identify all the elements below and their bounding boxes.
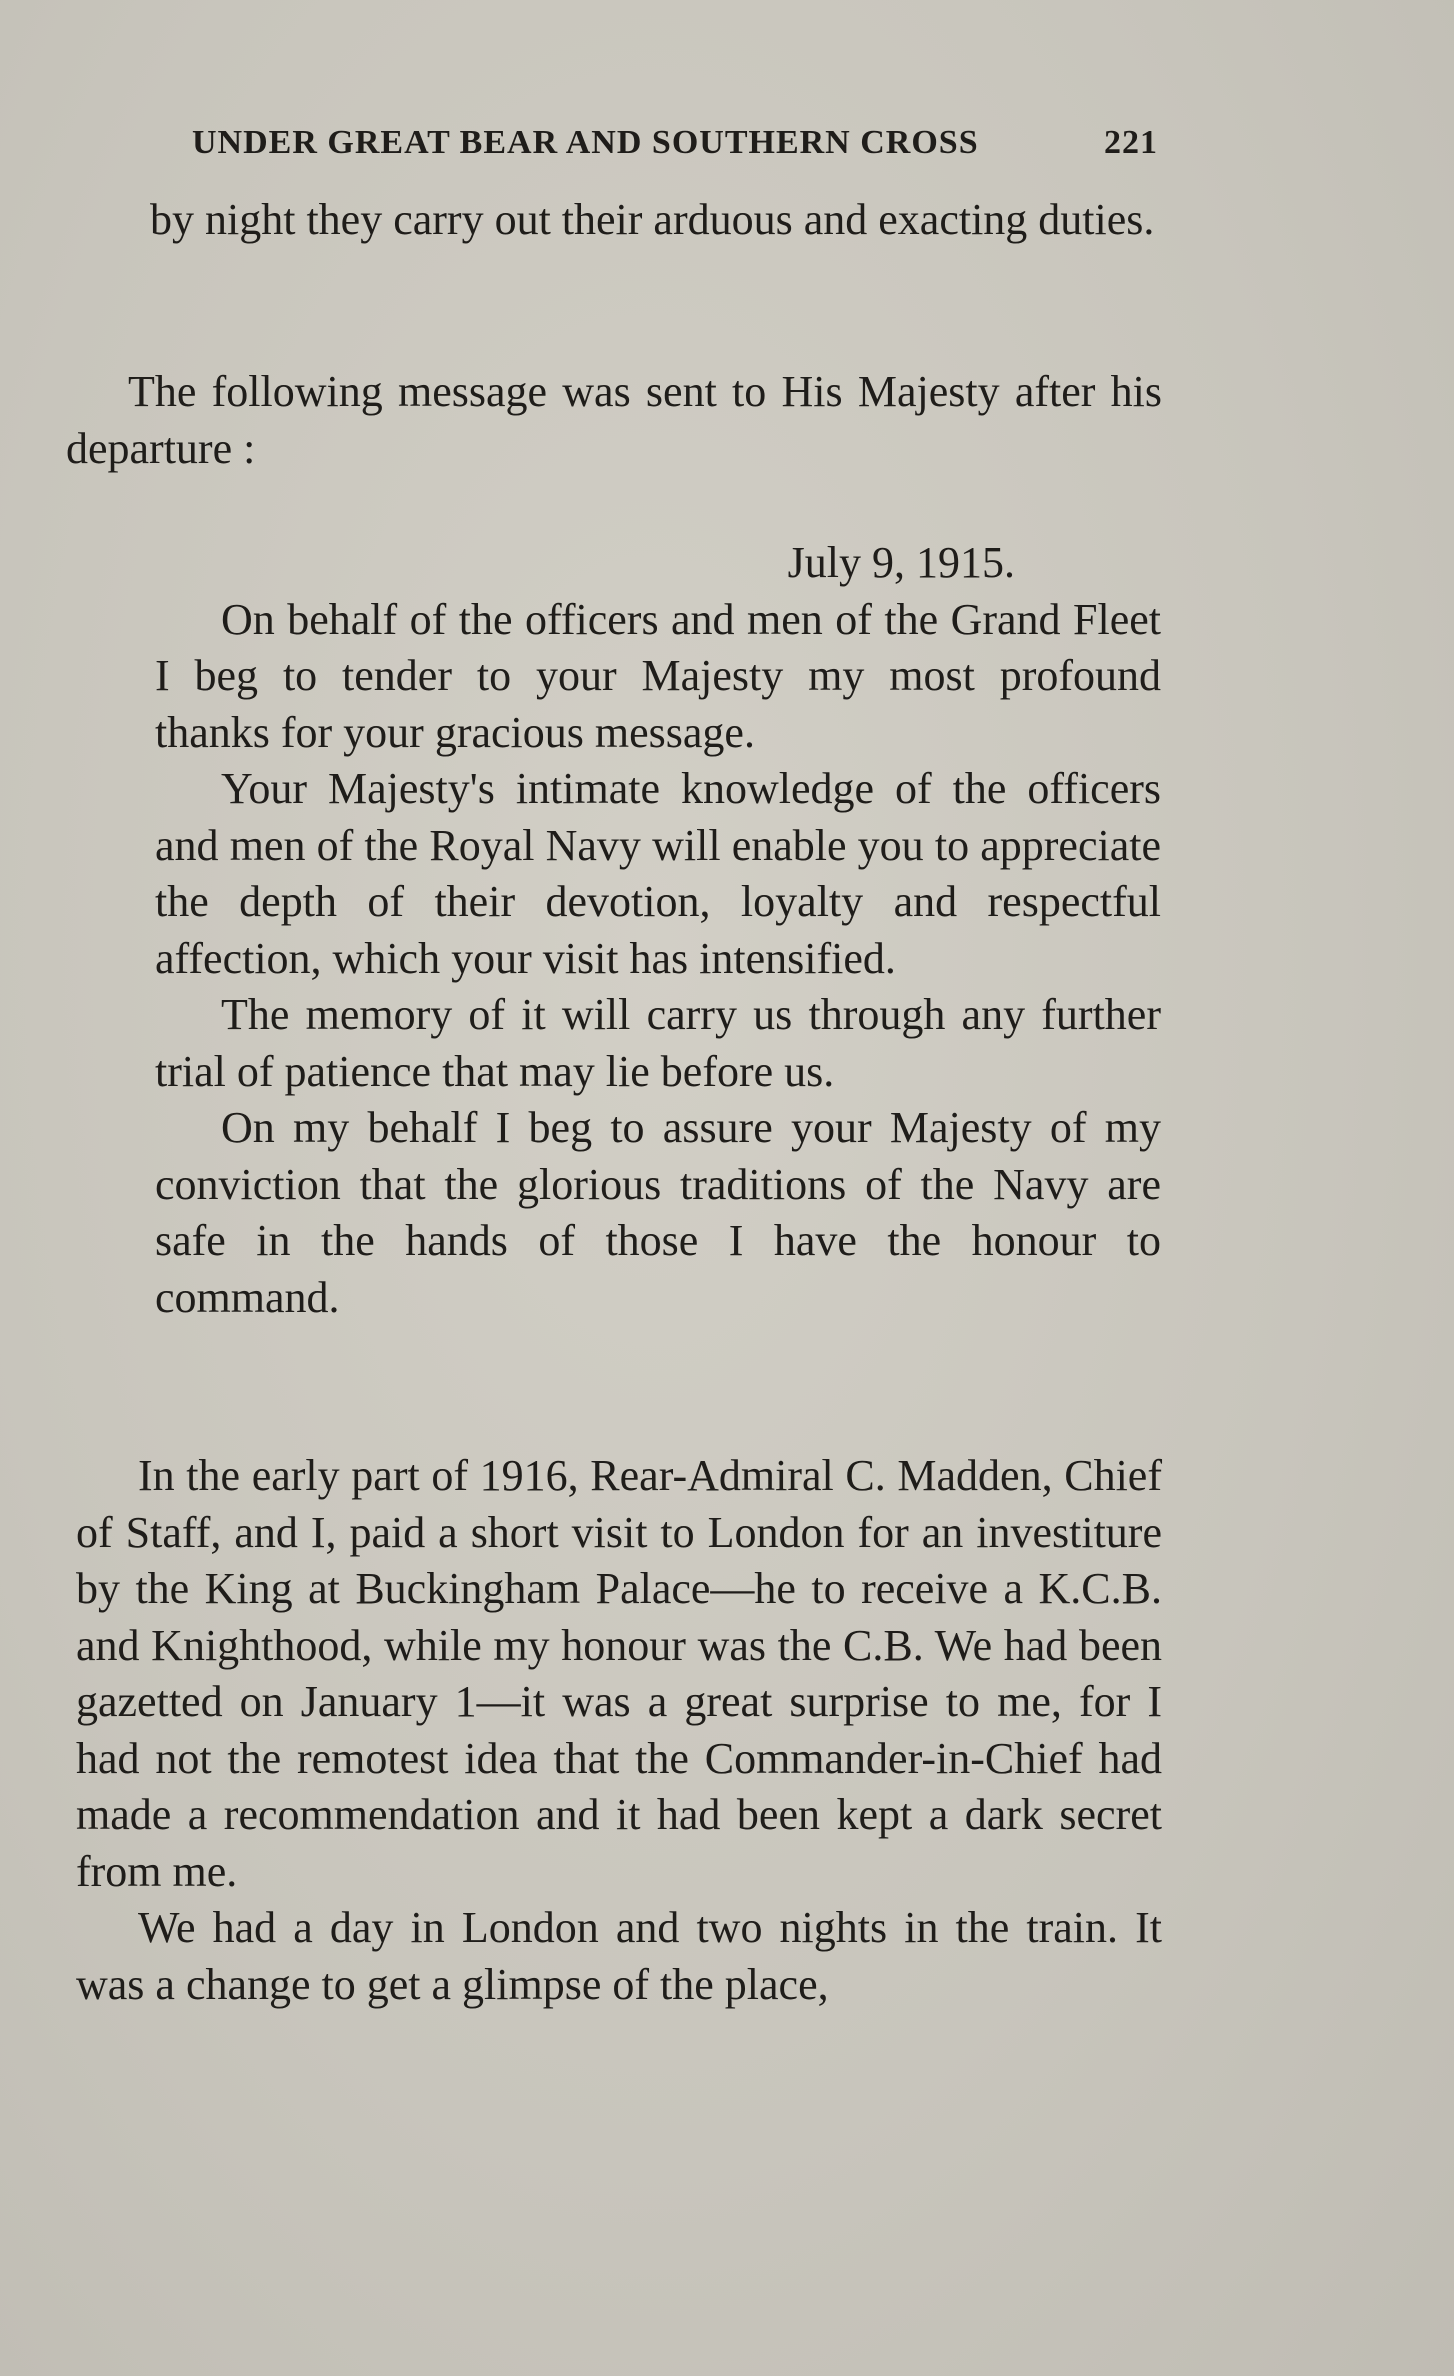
letter-date: July 9, 1915. — [787, 538, 1015, 587]
letter-block — [155, 535, 1161, 1326]
closing-paragraphs — [76, 1448, 1162, 2013]
paragraph-investiture: In the early part of 1916, Rear-Admiral C. Madden, Chief of Staff, and I, paid a short visit to London for an investiture by the King at Buckingham Palace—he to receive a K.C.B. and Knighthood, while my honour was the C.B. We had been gazetted on January 1—it was a great surprise to me, for I had not the remotest idea that the Commander-in-Chief had made a recommendation and it had been kept a dark secret from me. — [76, 1451, 1162, 1896]
letter-paragraph: The memory of it will carry us through any further trial of patience that may lie before us. — [155, 990, 1161, 1096]
running-title: UNDER GREAT BEAR AND SOUTHERN CROSS — [192, 124, 979, 161]
letter-paragraph: Your Majesty's intimate knowledge of the officers and men of the Royal Navy will enable you to appreciate the depth of their devotion, loyalty and respectful affection, which your visit has intensified. — [155, 764, 1161, 983]
intro-paragraph — [66, 364, 1162, 477]
letter-paragraph: On behalf of the officers and men of the Grand Fleet I beg to tender to your Majesty my most profound thanks for your gracious message. — [155, 594, 1161, 757]
running-header — [192, 124, 1158, 174]
paragraph-continuation: by night they carry out their arduous and exacting duties. — [150, 195, 1155, 244]
opening-fragment — [150, 192, 1162, 249]
paragraph-london-visit: We had a day in London and two nights in the train. It was a change to get a glimpse of the place, — [76, 1903, 1162, 2009]
paragraph-message-intro: The following message was sent to His Majesty after his departure : — [66, 367, 1162, 473]
letter-paragraph: On my behalf I beg to assure your Majesty of my conviction that the glorious traditions of the Navy are safe in the hands of those I have the honour to command. — [155, 1103, 1161, 1322]
page-number: 221 — [1104, 124, 1158, 161]
